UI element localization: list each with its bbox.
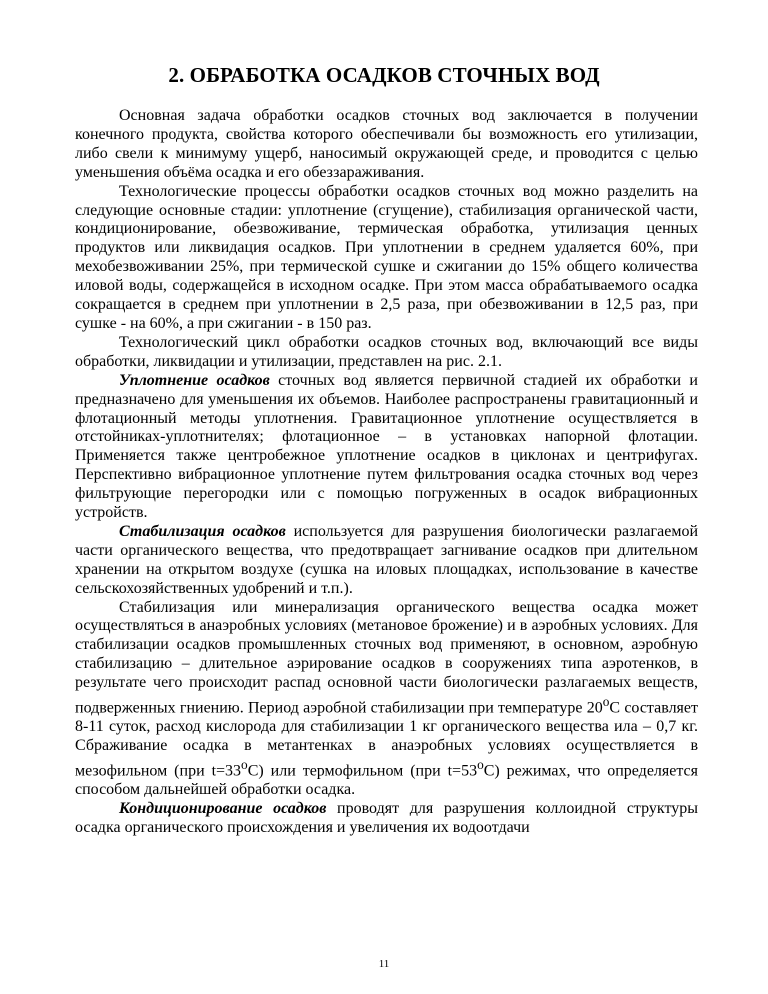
mineralization-text-c: С) или термофильном (при t=53 [247, 762, 478, 780]
paragraph-conditioning [75, 800, 698, 838]
paragraph-stabilization-text: используется для разрушения биологически разлагаемой части органического вещества, что предотвращает загнивание осадков при длительном хранении на открытом воздухе (сушка на иловых площадках, использование в качестве сельскохозяйственных удобрений и т.п.). [75, 522, 699, 597]
mineralization-text-d: С) режимах, что определяется способом дальнейшей обработки осадка. [75, 762, 699, 799]
paragraph-main-task: Основная задача обработки осадков сточных вод заключается в получении конечного продукта, свойства которого обеспечивали бы возможность его утилизации, либо свели к минимуму ущерб, наносимый окружающей среде, и проводится с целью уменьшения объёма осадка и его обеззараживания. [75, 107, 698, 181]
paragraph-conditioning-text: проводят для разрушения коллоидной структуры осадка органического происхождения и увеличения их водоотдачи [75, 800, 699, 837]
paragraph-thickening-text: сточных вод является первичной стадией их обработки и предназначено для уменьшения их объемов. Наиболее распространены гравитационный и флотационный методы уплотнения. Гравитационное уплотнение осуществляется в отстойниках-уплотнителях; флотационное – в установках напорной флотации. Применяется также центробежное уплотнение осадков в циклонах и центрифугах. Перспективно вибрационное уплотнение путем фильтрования осадка сточных вод через фильтрующие перегородки или с помощью погруженных в осадок вибрационных устройств. [75, 371, 698, 522]
mineralization-text-b: С составляет 8-11 суток, расход кислорода для стабилизации 1 кг органического вещества ила – 0,7 кг. Сбраживание осадка в метантенках в анаэробных условиях осуществляется в мезофильном (при t=33 [75, 699, 699, 780]
term-thickening: Уплотнение осадков [119, 371, 270, 389]
paragraph-technological-cycle: Технологический цикл обработки осадков сточных вод, включающий все виды обработки, ликвидации и утилизации, представлен на рис. 2.1. [75, 333, 698, 370]
paragraph-stabilization [75, 523, 698, 599]
degree-superscript: o [477, 757, 484, 773]
section-heading: 2. ОБРАБОТКА ОСАДКОВ СТОЧНЫХ ВОД [168, 63, 600, 87]
degree-superscript: o [241, 757, 248, 773]
paragraph-thickening [75, 372, 698, 523]
body-text [75, 107, 698, 838]
paragraph-mineralization [75, 599, 698, 801]
page-number: 11 [378, 958, 390, 970]
term-conditioning: Кондиционирование осадков [119, 800, 327, 818]
paragraph-process-stages: Технологические процессы обработки осадков сточных вод можно разделить на следующие основные стадии: уплотнение (сгущение), стабилизация органической части, кондиционирование, обезвоживание, термическая обработка, утилизация ценных продуктов или ликвидация осадков. При уплотнении в среднем удаляется 60%, при мехобезвоживании 25%, при термической сушке и сжигании до 15% общего количества иловой воды, содержащейся в исходном осадке. При этом масса обрабатываемого осадка сокращается в среднем при уплотнении в 2,5 раза, при обезвоживании в 12,5 раз, при сушке - на 60%, а при сжигании - в 150 раз. [75, 182, 698, 332]
term-stabilization: Стабилизация осадков [119, 522, 286, 540]
mineralization-text-a: Стабилизация или минерализация органического вещества осадка может осуществляться в анаэробных условиях (метановое брожение) и в аэробных условиях. Для стабилизации осадков промышленных сточных вод применяют, в основном, аэробную стабилизацию – длительное аэрирование осадков в сооружениях типа аэротенков, в результате чего происходит распад основной части биологически разлагаемых веществ, подверженных гниению. Период аэробной стабилизации при температуре 20 [75, 598, 698, 717]
degree-superscript: o [602, 694, 610, 710]
